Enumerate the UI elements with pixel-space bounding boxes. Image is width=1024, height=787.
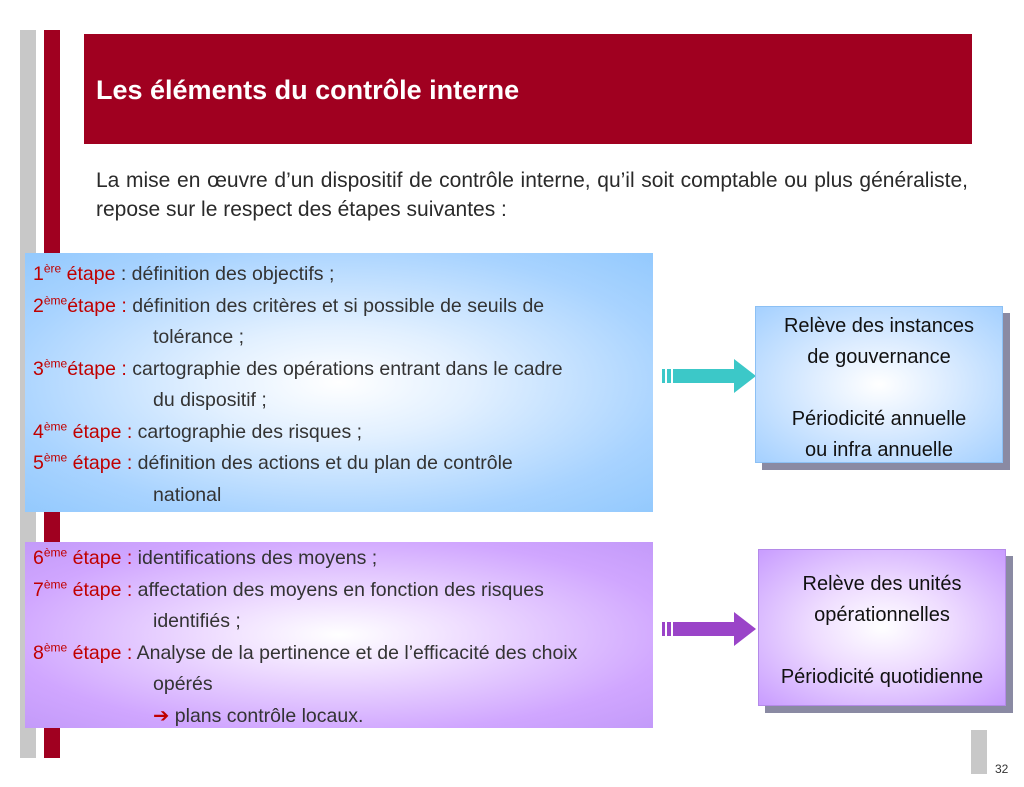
step-8-continuation: opérés	[153, 673, 213, 695]
step-4	[33, 417, 645, 449]
governance-line-2: de gouvernance	[807, 346, 951, 368]
step-7	[33, 575, 645, 607]
governance-line-3: Périodicité annuelle	[791, 408, 967, 430]
step-text: identifications des moyens ;	[132, 547, 378, 569]
operational-line-2: opérationnelles	[814, 604, 950, 626]
step-2	[33, 291, 645, 323]
step-text: cartographie des risques ;	[132, 420, 363, 443]
step-8-result	[33, 701, 645, 733]
step-text: cartographie des opérations entrant dans le cadre	[126, 357, 563, 380]
block-arrow-right-icon	[662, 358, 758, 394]
step-3	[33, 354, 645, 386]
title-band	[84, 34, 972, 144]
result-text: plans contrôle locaux.	[169, 704, 364, 727]
step-text: affectation des moyens en fonction des risques	[132, 578, 544, 601]
step-5	[33, 448, 645, 480]
governance-box	[755, 306, 1003, 463]
step-label: 1ère étape	[33, 261, 121, 285]
step-7-continuation: identifiés ;	[153, 610, 241, 632]
step-3-continuation: du dispositif ;	[153, 389, 267, 411]
step-label: 7ème étape :	[33, 577, 133, 601]
step-6	[33, 543, 645, 575]
step-5-continuation: national	[153, 483, 222, 506]
operational-line-1: Relève des unités	[802, 573, 962, 595]
page-number: 32	[995, 762, 1009, 776]
step-text: Analyse de la pertinence et de l’efficacité des choix	[132, 641, 578, 664]
step-8	[33, 638, 645, 670]
operational-line-3: Périodicité quotidienne	[780, 666, 984, 688]
intro-paragraph: La mise en œuvre d’un dispositif de contrôle interne, qu’il soit comptable ou plus généraliste, repose sur le respect des étapes suivantes :	[96, 169, 968, 221]
step-text: définition des critères et si possible de seuils de	[126, 294, 545, 317]
heavy-right-arrow-icon: ➔	[153, 704, 170, 727]
step-label: 3èmeétape :	[33, 356, 127, 380]
governance-line-4: ou infra annuelle	[805, 439, 953, 461]
steps-box-blue	[25, 253, 653, 512]
step-label: 2èmeétape :	[33, 293, 127, 317]
steps-box-purple	[25, 542, 653, 728]
footer-decor-bar	[971, 730, 987, 774]
step-label: 4ème étape :	[33, 419, 133, 443]
governance-line-1: Relève des instances	[783, 315, 975, 337]
block-arrow-right-icon	[662, 611, 758, 647]
step-text: : définition des objectifs ;	[120, 263, 335, 285]
step-label: 8ème étape :	[33, 640, 133, 664]
slide-title: Les éléments du contrôle interne	[96, 75, 520, 105]
step-2-continuation: tolérance ;	[153, 326, 245, 348]
step-label: 5ème étape :	[33, 450, 133, 474]
step-1	[33, 259, 645, 291]
step-label: 6ème étape :	[33, 545, 133, 569]
operational-units-box	[758, 549, 1006, 706]
step-text: définition des actions et du plan de contrôle	[132, 452, 513, 474]
